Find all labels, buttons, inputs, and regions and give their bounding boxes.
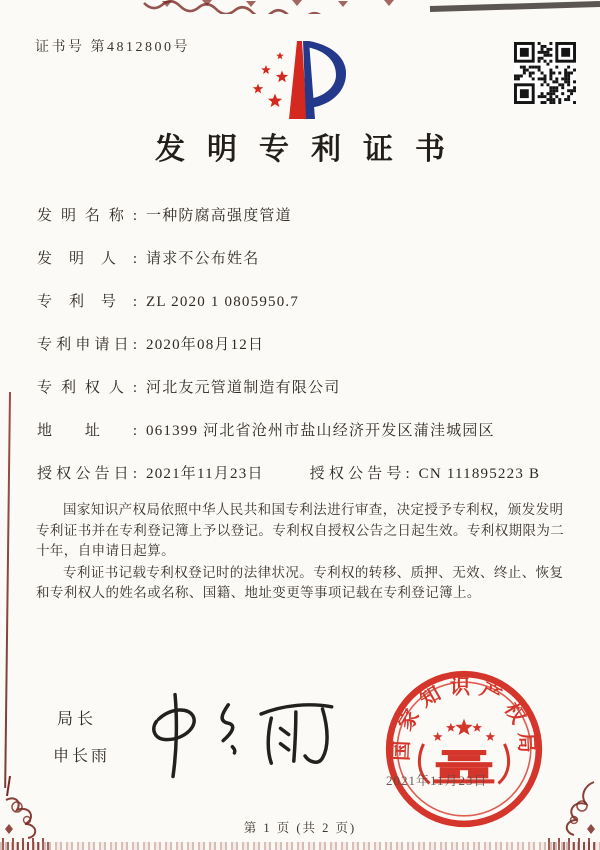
- seal-date: 2021年11月23日: [386, 773, 488, 788]
- grant-number-pair: [310, 464, 541, 485]
- certificate-number: 证书号 第4812800号: [35, 40, 190, 55]
- field-label: 专利权人:: [37, 380, 137, 396]
- field-value: 2021年11月23日: [146, 466, 264, 482]
- bottom-left-ornament: [0, 776, 52, 850]
- top-ornament-border: [142, 0, 600, 14]
- legal-text-block: [36, 500, 572, 605]
- seal-agency-text: 国家知识产权局: [390, 676, 538, 762]
- field-row-address: [37, 421, 577, 442]
- field-label: 专利号:: [37, 294, 137, 310]
- svg-text:国家知识产权局: [390, 675, 538, 761]
- footer-page-number: 第 1 页 (共 2 页): [243, 821, 357, 835]
- qr-code: [514, 42, 576, 104]
- certificate-title: 发明专利证书: [155, 133, 467, 166]
- field-label: 授权公告号:: [309, 466, 410, 482]
- field-value: 一种防腐高强度管道: [146, 208, 292, 224]
- signature-handwriting: [130, 686, 345, 784]
- field-value: 2020年08月12日: [146, 337, 265, 353]
- field-label: 专利申请日:: [37, 337, 137, 353]
- left-border-line: [4, 392, 11, 788]
- field-row-inventor: [37, 249, 577, 270]
- bureau-chief-title: 局长: [57, 711, 98, 728]
- field-row-invention-title: [37, 206, 577, 227]
- bottom-edge-pattern: [0, 842, 600, 850]
- field-label: 发明名称:: [37, 208, 137, 224]
- field-row-grant: [37, 464, 577, 485]
- field-value: 河北友元管道制造有限公司: [146, 380, 341, 396]
- cnipa-logo-icon: [240, 30, 372, 128]
- certificate-fields: [37, 206, 577, 507]
- legal-paragraph: 国家知识产权局依照中华人民共和国专利法进行审查，决定授予专利权，颁发发明专利证书并在专利登记簿上予以登记。专利权自授权公告之日起生效。专利权期限为二十年，自申请日起算。: [36, 502, 565, 558]
- field-value: 请求不公布姓名: [146, 251, 260, 267]
- field-row-patent-number: [37, 292, 577, 313]
- bureau-chief-name: 申长雨: [53, 748, 111, 765]
- field-row-patentee: [37, 378, 577, 399]
- legal-paragraph: 专利证书记载专利权登记时的法律状况。专利权的转移、质押、无效、终止、恢复和专利权人的姓名或名称、国籍、地址变更等事项记载在专利登记簿上。: [36, 564, 564, 600]
- field-label: 地址:: [37, 423, 137, 439]
- field-value: CN 111895223 B: [418, 466, 541, 482]
- field-label: 发明人:: [37, 251, 137, 267]
- field-label: 授权公告日:: [37, 466, 137, 482]
- field-row-filing-date: [37, 335, 577, 356]
- official-seal: [378, 663, 550, 835]
- field-value: 061399 河北省沧州市盐山经济开发区蒲洼城园区: [146, 423, 495, 439]
- bottom-right-ornament: [544, 780, 600, 850]
- field-value: ZL 2020 1 0805950.7: [146, 294, 300, 310]
